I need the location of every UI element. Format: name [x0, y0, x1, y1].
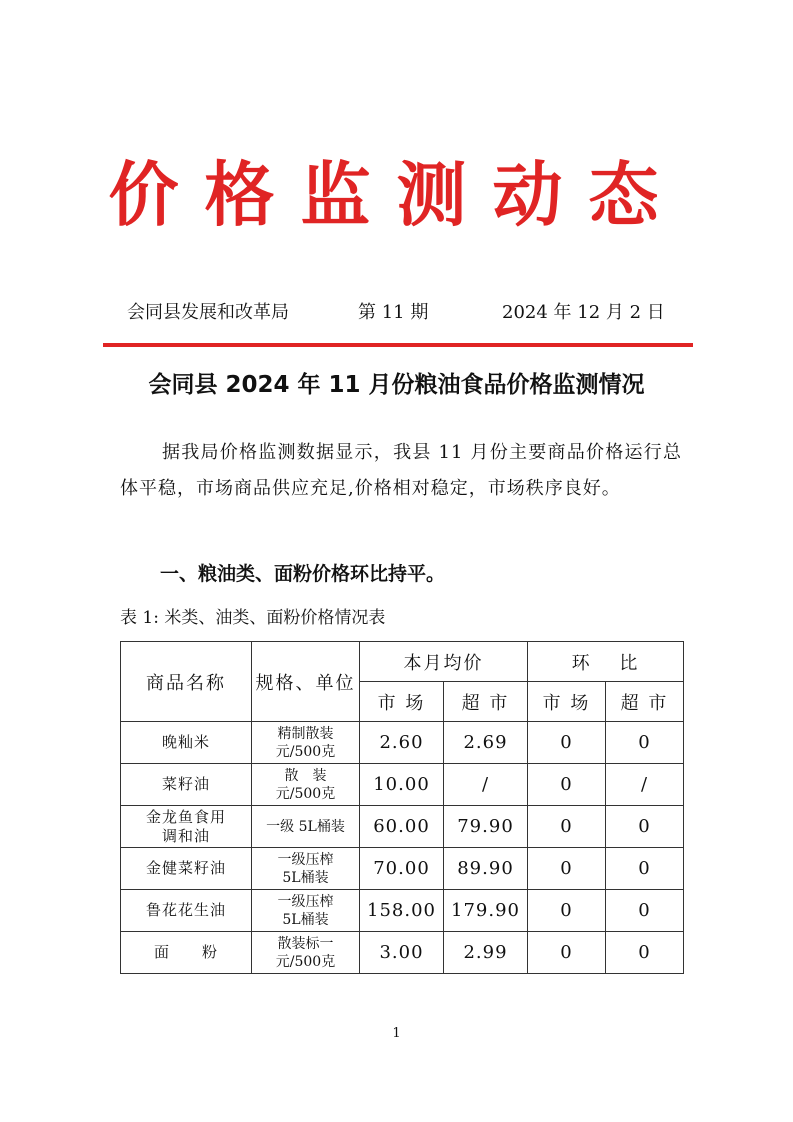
- red-divider: [103, 343, 693, 347]
- issuer: 会同县发展和改革局: [127, 302, 289, 323]
- avg-supermarket-price-cell: /: [444, 764, 528, 806]
- mom-supermarket-cell: /: [606, 764, 684, 806]
- avg-market-price-cell: 60.00: [360, 806, 444, 848]
- table-row: [121, 890, 684, 932]
- avg-market-price-cell: 70.00: [360, 848, 444, 890]
- page-number: 1: [392, 1026, 401, 1041]
- avg-market-price-cell: 2.60: [360, 722, 444, 764]
- avg-supermarket-price-cell: 79.90: [444, 806, 528, 848]
- spec-cell: 精制散装 元/500克: [252, 722, 360, 764]
- avg-market-price-cell: 158.00: [360, 890, 444, 932]
- issue-number: 第 11 期: [358, 302, 429, 323]
- mom-market-cell: 0: [528, 806, 606, 848]
- header-mom-supermarket: 超 市: [606, 682, 684, 722]
- spec-cell: 一级压榨 5L桶装: [252, 848, 360, 890]
- mom-market-cell: 0: [528, 764, 606, 806]
- spec-cell: 一级压榨 5L桶装: [252, 890, 360, 932]
- section-heading: 一、粮油类、面粉价格环比持平。: [160, 563, 446, 585]
- mom-market-cell: 0: [528, 848, 606, 890]
- header-product-name: 商品名称: [121, 642, 252, 722]
- mom-market-cell: 0: [528, 890, 606, 932]
- product-name-cell: 金龙鱼食用 调和油: [121, 806, 252, 848]
- mom-supermarket-cell: 0: [606, 722, 684, 764]
- spec-cell: 散 装 元/500克: [252, 764, 360, 806]
- header-spec-unit: 规格、单位: [252, 642, 360, 722]
- product-name-cell: 晚籼米: [121, 722, 252, 764]
- header-avg-price: 本月均价: [360, 642, 528, 682]
- product-name-cell: 菜籽油: [121, 764, 252, 806]
- avg-supermarket-price-cell: 89.90: [444, 848, 528, 890]
- intro-paragraph: 据我局价格监测数据显示，我县 11 月份主要商品价格运行总体平稳，市场商品供应充足,价格相对稳定，市场秩序良好。: [120, 442, 682, 499]
- masthead-title: 价格监测动态: [108, 153, 685, 236]
- issue-date: 2024 年 12 月 2 日: [502, 302, 665, 323]
- mom-supermarket-cell: 0: [606, 806, 684, 848]
- mom-supermarket-cell: 0: [606, 848, 684, 890]
- spec-cell: 散装标一 元/500克: [252, 932, 360, 974]
- price-table: [120, 641, 684, 974]
- product-name-cell: 面 粉: [121, 932, 252, 974]
- spec-cell: 一级 5L桶装: [252, 806, 360, 848]
- product-name-cell: 金健菜籽油: [121, 848, 252, 890]
- table-row: [121, 764, 684, 806]
- avg-market-price-cell: 10.00: [360, 764, 444, 806]
- header-mom-market: 市 场: [528, 682, 606, 722]
- header-avg-market: 市 场: [360, 682, 444, 722]
- avg-supermarket-price-cell: 2.99: [444, 932, 528, 974]
- table-row: [121, 848, 684, 890]
- avg-supermarket-price-cell: 2.69: [444, 722, 528, 764]
- table-row: [121, 932, 684, 974]
- mom-market-cell: 0: [528, 932, 606, 974]
- avg-supermarket-price-cell: 179.90: [444, 890, 528, 932]
- table-row: [121, 722, 684, 764]
- document-title: 会同县 2024 年 11 月份粮油食品价格监测情况: [148, 372, 645, 398]
- mom-supermarket-cell: 0: [606, 890, 684, 932]
- avg-market-price-cell: 3.00: [360, 932, 444, 974]
- table-row: [121, 806, 684, 848]
- header-avg-supermarket: 超 市: [444, 682, 528, 722]
- product-name-cell: 鲁花花生油: [121, 890, 252, 932]
- header-mom: 环 比: [528, 642, 684, 682]
- mom-supermarket-cell: 0: [606, 932, 684, 974]
- table-caption: 表 1: 米类、油类、面粉价格情况表: [120, 608, 386, 628]
- mom-market-cell: 0: [528, 722, 606, 764]
